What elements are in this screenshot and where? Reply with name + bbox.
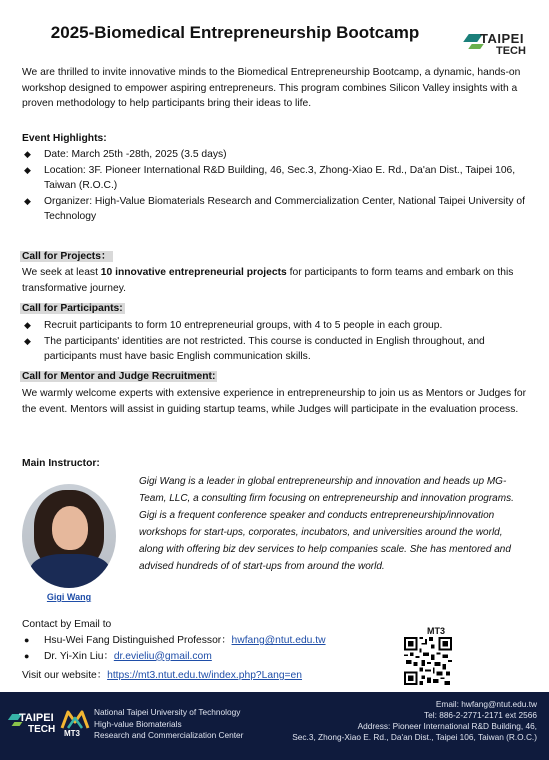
instructor-bio: Gigi Wang is a leader in global entrepreneurship and innovation and heads up MG-Team, LLC, a consulting firm focusing on entrepreneurship and innovation programs. Gigi is a frequent conference speaker and conducts entrepreneurship/innovation workshops for start-ups, corporates, incubators, and universities around the world, along with offering biz dev services to help companies scale. She has mentored and advised hundreds of of start-ups from around the world.	[139, 476, 514, 572]
qr-label: MT3	[427, 626, 445, 636]
instructor-photo	[22, 484, 116, 588]
mentors-heading: Call for Mentor and Judge Recruitment:	[22, 371, 216, 382]
footer-taipei-tech-logo: TAIPEI TECH	[10, 712, 54, 740]
list-item: ◆ Organizer: High-Value Biomaterials Research and Commercialization Center, National Taipei University of Technology	[24, 195, 525, 223]
email-link-fang[interactable]: hwfang@ntut.edu.tw	[231, 635, 326, 646]
page-title: 2025-Biomedical Entrepreneurship Bootcamp	[50, 23, 420, 42]
bullet-dot-icon: ●	[24, 635, 30, 645]
logo-line2: TECH	[496, 45, 526, 57]
mentors-text: We warmly welcome experts with extensive experience in entrepreneurship to join us as Mentors or Judges for the event. Mentors will assist in guiding startup teams, while Judges will participate in the evaluation process.	[22, 388, 527, 415]
projects-heading: Call for Projects：	[22, 251, 112, 262]
bullet-diamond-icon: ◆	[24, 149, 31, 159]
footer-bar	[0, 692, 549, 760]
projects-heading-row	[22, 249, 527, 265]
contact-heading: Contact by Email to	[22, 619, 112, 630]
intro-paragraph: We are thrilled to invite innovative minds to the Biomedical Entrepreneurship Bootcamp, a dynamic, hands-on workshop designed to empower aspiring entrepreneurs. This program combines Silicon Valley insights with a proven methodology to help participants bring their ideas to life.	[22, 67, 521, 110]
highlights-list	[22, 147, 527, 225]
taipei-tech-logo	[466, 32, 530, 62]
participants-heading-row	[22, 301, 527, 317]
bullet-diamond-icon: ◆	[24, 195, 31, 206]
footer-mt3-logo: MT3	[60, 710, 90, 742]
footer-organization: National Taipei University of Technology High-value Biomaterials Research and Commercialization Center	[94, 707, 244, 740]
mentors-heading-row	[22, 369, 527, 385]
logo-line1: TAIPEI	[480, 31, 524, 46]
bullet-diamond-icon: ◆	[24, 320, 31, 330]
list-item: ◆ Date: March 25th -28th, 2025 (3.5 days)	[22, 147, 527, 163]
bullet-diamond-icon: ◆	[24, 164, 31, 175]
participants-heading: Call for Participants:	[22, 303, 123, 314]
list-item: ◆ The participants' identities are not restricted. This course is conducted in English throughout, and participants must have basic English communication skills.	[24, 335, 485, 363]
instructor-name-link[interactable]: Gigi Wang	[46, 592, 92, 602]
highlights-heading: Event Highlights:	[22, 133, 107, 144]
projects-text: We seek at least 10 innovative entrepreneurial projects for participants to form teams and embark on this transformative journey.	[22, 267, 514, 294]
footer-contact: Email: hwfang@ntut.edu.tw Tel: 886-2-2771-2171 ext 2566 Address: Pioneer International R&D Building, 46, Sec.3, Zhong-Xiao E. Rd., Da'an Dist., Taipei 106, Taiwan (R.O.C.)	[292, 699, 537, 742]
list-item: ◆ Recruit participants to form 10 entrepreneurial groups, with 4 to 5 people in each group.	[22, 318, 527, 334]
bullet-diamond-icon: ◆	[24, 335, 31, 346]
mt3-emblem-icon	[60, 710, 90, 730]
bullet-dot-icon: ●	[24, 650, 30, 661]
list-item: ● Dr. Yi-Xin Liu：dr.evieliu@gmail.com	[22, 649, 527, 665]
email-link-liu[interactable]: dr.evieliu@gmail.com	[113, 650, 212, 662]
projects-bold-text: 10 innovative entrepreneurial projects	[100, 267, 287, 278]
qr-code-icon[interactable]	[404, 637, 452, 685]
participants-list	[22, 318, 527, 365]
instructor-heading: Main Instructor:	[22, 458, 100, 469]
website-link[interactable]: https://mt3.ntut.edu.tw/index.php?Lang=en	[107, 670, 303, 681]
list-item: ● Hsu-Wei Fang Distinguished Professor：hwfang@ntut.edu.tw	[22, 633, 527, 649]
website-line: Visit our website：https://mt3.ntut.edu.tw/index.php?Lang=en	[22, 670, 303, 681]
list-item: ◆ Location: 3F. Pioneer International R&D Building, 46, Sec.3, Zhong-Xiao E. Rd., Da'an Dist., Taipei 106, Taiwan (R.O.C.)	[24, 164, 516, 192]
